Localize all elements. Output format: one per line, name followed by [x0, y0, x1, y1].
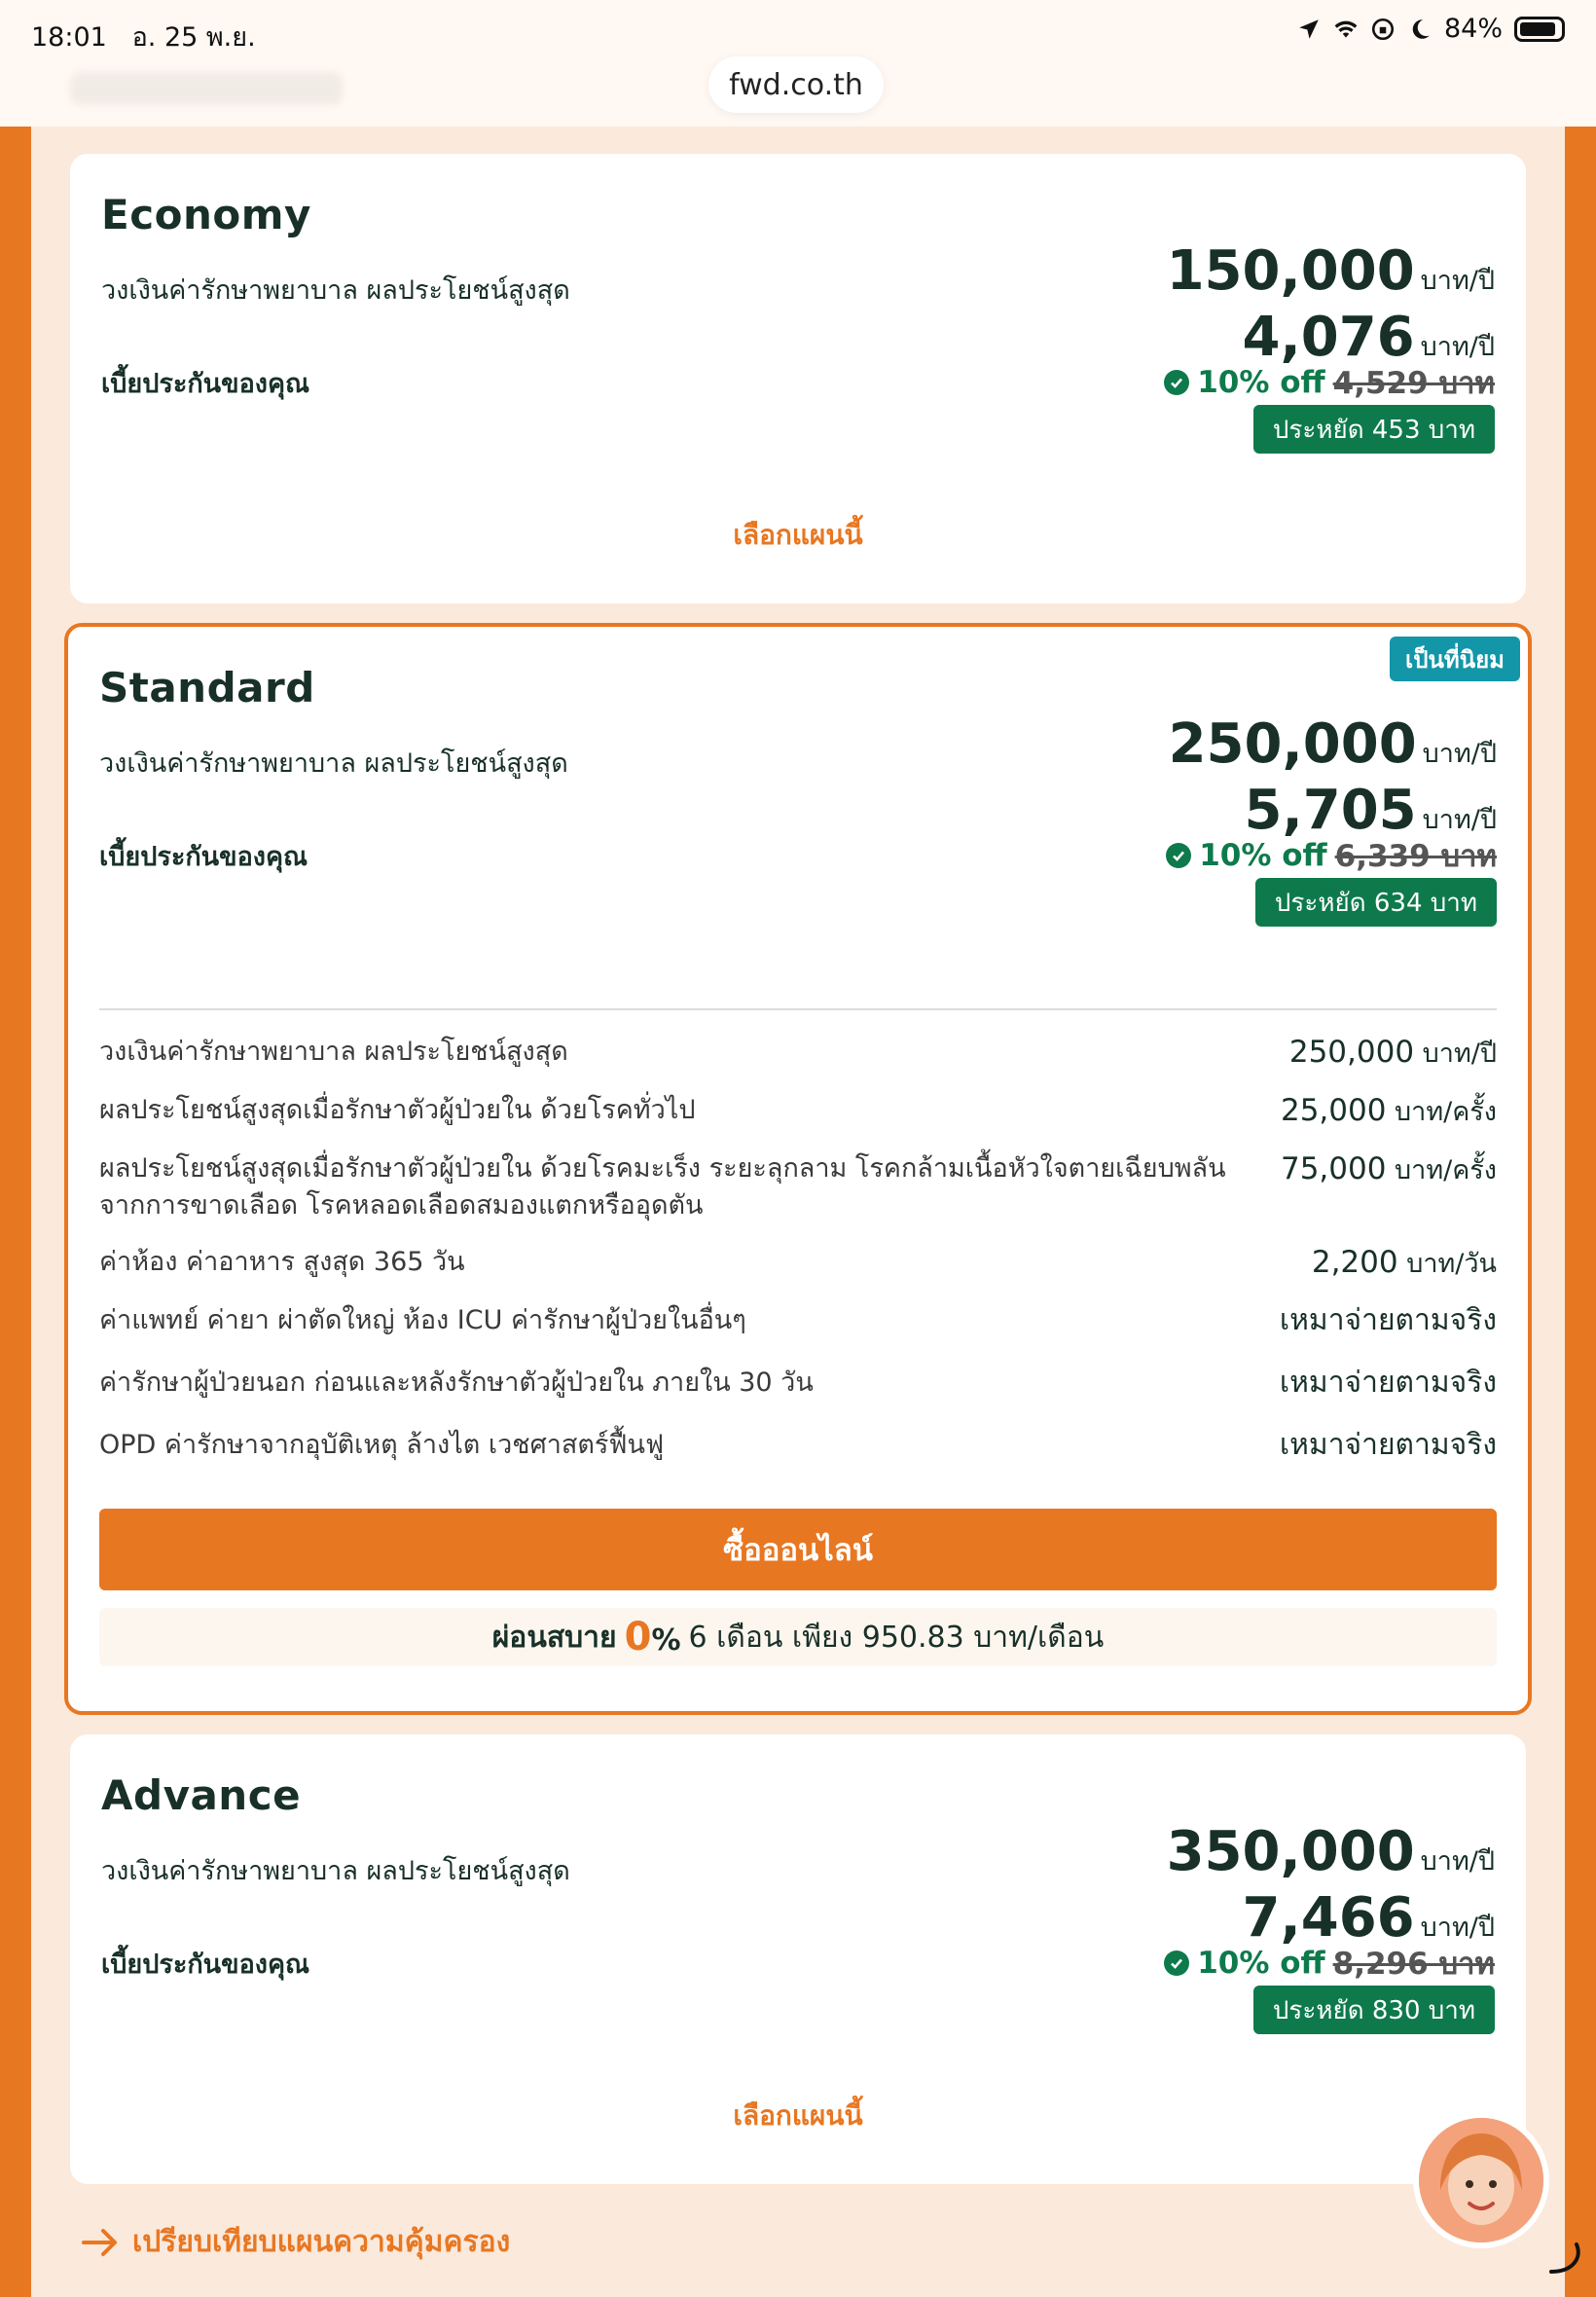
limit-unit: บาท/ปี	[1420, 1846, 1495, 1877]
benefit-row	[99, 1034, 1497, 1073]
benefit-label: ค่าแพทย์ ค่ายา ผ่าตัดใหญ่ ห้อง ICU ค่ารักษาผู้ป่วยในอื่นๆ	[99, 1305, 746, 1335]
url-bar[interactable]	[708, 56, 884, 113]
select-plan-link[interactable]: เลือกแผนนี้	[733, 2099, 863, 2132]
limit-label: วงเงินค่ารักษาพยาบาล ผลประโยชน์สูงสุด	[99, 748, 568, 779]
old-price: 8,296 บาท	[1332, 1947, 1495, 1982]
chat-assistant-avatar[interactable]	[1413, 2112, 1549, 2248]
check-circle-icon	[1166, 843, 1191, 868]
discount-row	[1166, 831, 1497, 880]
benefit-label: ค่ารักษาผู้ป่วยนอก ก่อนและหลังรักษาตัวผู้ป่วยใน ภายใน 30 วัน	[99, 1367, 814, 1398]
benefit-value: เหมาจ่ายตามจริง	[1279, 1366, 1497, 1400]
savings-badge: ประหยัด 830 บาท	[1253, 1986, 1495, 2034]
popular-badge: เป็นที่นิยม	[1390, 637, 1520, 681]
status-time-date	[31, 16, 256, 57]
benefit-row	[99, 1244, 1497, 1283]
discount-text: 10% off	[1199, 838, 1327, 873]
limit-amount	[1167, 1820, 1495, 1883]
benefit-value: เหมาจ่ายตามจริง	[1279, 1428, 1497, 1462]
benefit-row	[99, 1365, 1497, 1402]
limit-amount	[1169, 712, 1497, 776]
discount-text: 10% off	[1197, 365, 1325, 400]
benefit-row	[99, 1150, 1497, 1224]
limit-value: 150,000	[1166, 239, 1415, 303]
location-icon	[1296, 17, 1322, 42]
installment-bold: ผ่อนสบาย	[491, 1620, 617, 1655]
benefit-label: ค่าห้อง ค่าอาหาร สูงสุด 365 วัน	[99, 1247, 465, 1277]
status-bar	[0, 0, 1596, 127]
page-content	[31, 127, 1565, 2297]
blurred-page-title	[70, 72, 343, 105]
installment-zero: 0	[624, 1615, 652, 1659]
limit-value: 350,000	[1166, 1820, 1415, 1883]
benefit-label: วงเงินค่ารักษาพยาบาล ผลประโยชน์สูงสุด	[99, 1037, 568, 1067]
status-time: 18:01	[31, 22, 107, 53]
premium-value: 4,076	[1242, 306, 1415, 369]
savings-badge: ประหยัด 634 บาท	[1255, 878, 1497, 927]
old-price: 4,529 บาท	[1332, 366, 1495, 401]
premium-label: เบี้ยประกันของคุณ	[101, 369, 310, 399]
battery-icon	[1514, 17, 1565, 42]
benefit-label: ผลประโยชน์สูงสุดเมื่อรักษาตัวผู้ป่วยใน ด้วยโรคทั่วไป	[99, 1095, 696, 1125]
discount-text: 10% off	[1197, 1946, 1325, 1981]
premium-label: เบี้ยประกันของคุณ	[101, 1950, 310, 1980]
compare-plans-link[interactable]	[82, 2219, 510, 2265]
benefit-value: 2,200 บาท/วัน	[1311, 1245, 1497, 1280]
plan-card-advance	[70, 1734, 1526, 2184]
old-price: 6,339 บาท	[1334, 839, 1497, 874]
benefit-value: 75,000 บาท/ครั้ง	[1280, 1151, 1497, 1186]
select-plan-link[interactable]: เลือกแผนนี้	[733, 519, 863, 551]
premium-unit: บาท/ปี	[1420, 332, 1495, 362]
benefit-label: OPD ค่ารักษาจากอุบัติเหตุ ล้างไต เวชศาสตร์ฟื้นฟู	[99, 1430, 665, 1460]
arrow-right-icon	[82, 2228, 119, 2257]
divider	[99, 1008, 1497, 1010]
orientation-lock-icon	[1370, 17, 1396, 42]
premium-unit: บาท/ปี	[1420, 1913, 1495, 1943]
url-text: fwd.co.th	[729, 67, 863, 102]
installment-info	[99, 1608, 1497, 1666]
limit-unit: บาท/ปี	[1420, 266, 1495, 296]
benefit-row	[99, 1427, 1497, 1464]
installment-rest: 6 เดือน เพียง 950.83 บาท/เดือน	[688, 1620, 1105, 1655]
buy-online-button[interactable]: ซื้อออนไลน์	[99, 1509, 1497, 1590]
benefit-label: ผลประโยชน์สูงสุดเมื่อรักษาตัวผู้ป่วยใน ด้วยโรคมะเร็ง ระยะลุกลาม โรคกล้ามเนื้อหัวใจตายเฉียบพลันจากการขาดเลือด โรคหลอดเลือดสมองแตกหรืออุดตัน	[99, 1153, 1226, 1221]
wifi-icon	[1333, 17, 1359, 42]
benefit-row	[99, 1302, 1497, 1339]
plan-card-economy	[70, 154, 1526, 603]
benefit-value: เหมาจ่ายตามจริง	[1279, 1303, 1497, 1337]
status-date: อ. 25 พ.ย.	[131, 22, 256, 53]
limit-unit: บาท/ปี	[1422, 739, 1497, 769]
premium-label: เบี้ยประกันของคุณ	[99, 842, 308, 872]
assistant-face-icon	[1419, 2118, 1543, 2242]
premium-unit: บาท/ปี	[1422, 805, 1497, 835]
limit-label: วงเงินค่ารักษาพยาบาล ผลประโยชน์สูงสุด	[101, 1856, 570, 1886]
premium-value: 7,466	[1242, 1886, 1415, 1950]
discount-row	[1164, 1939, 1495, 1987]
benefit-value: 250,000 บาท/ปี	[1288, 1035, 1497, 1070]
plan-card-standard	[64, 623, 1532, 1715]
installment-pct: %	[651, 1623, 681, 1658]
premium-value: 5,705	[1244, 779, 1417, 842]
check-circle-icon	[1164, 1951, 1189, 1976]
check-circle-icon	[1164, 370, 1189, 395]
plan-name: Economy	[101, 191, 311, 238]
limit-value: 250,000	[1168, 712, 1417, 776]
benefit-row	[99, 1092, 1497, 1131]
limit-label: วงเงินค่ารักษาพยาบาล ผลประโยชน์สูงสุด	[101, 275, 570, 306]
plan-name: Advance	[101, 1771, 302, 1819]
status-icons	[1296, 14, 1565, 44]
loading-spinner-icon	[1545, 2239, 1584, 2278]
benefit-value: 25,000 บาท/ครั้ง	[1280, 1093, 1497, 1128]
discount-row	[1164, 358, 1495, 407]
limit-amount	[1167, 239, 1495, 303]
moon-icon	[1407, 17, 1433, 42]
compare-plans-label: เปรียบเทียบแผนความคุ้มครอง	[132, 2225, 511, 2259]
battery-percent: 84%	[1443, 14, 1503, 44]
savings-badge: ประหยัด 453 บาท	[1253, 405, 1495, 454]
plan-name: Standard	[99, 664, 315, 711]
